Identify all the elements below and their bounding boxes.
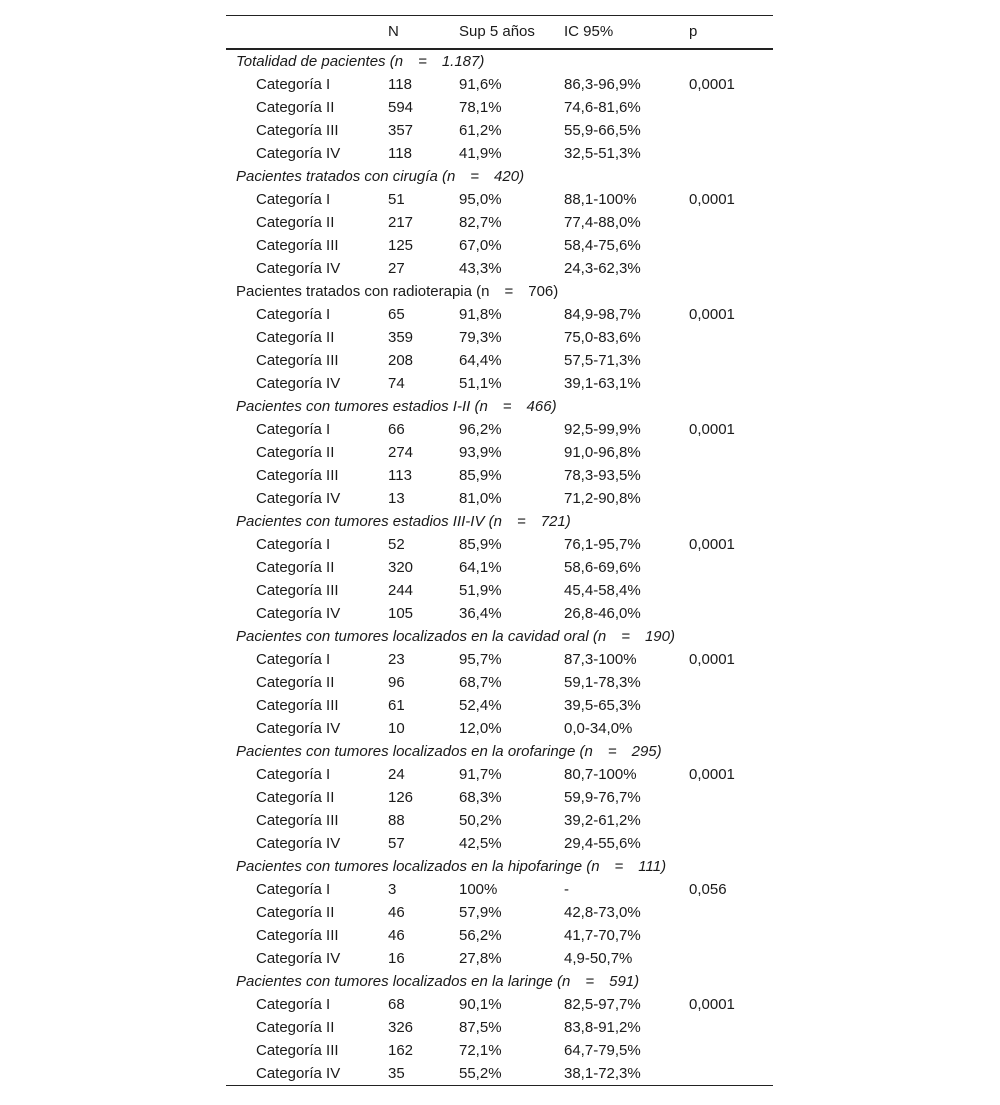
table-row	[226, 303, 773, 326]
table-row	[226, 326, 773, 349]
cell-n: 113	[388, 467, 412, 484]
category-name: Categoría III	[256, 237, 339, 254]
category-name: Categoría IV	[256, 490, 341, 507]
cell-sup: 87,5%	[459, 1019, 502, 1036]
cell-sup: 64,1%	[459, 559, 502, 576]
category-name: Categoría I	[256, 76, 331, 93]
cell-sup: 56,2%	[459, 927, 502, 944]
table-row	[226, 579, 773, 602]
cell-n: 244	[388, 582, 414, 599]
cell-sup: 85,9%	[459, 467, 502, 484]
cell-ic: 86,3-96,9%	[564, 76, 641, 93]
cell-ic: 88,1-100%	[564, 191, 637, 208]
cell-n: 594	[388, 99, 414, 116]
header-ic: IC 95%	[564, 23, 614, 40]
table-row	[226, 119, 773, 142]
table-row	[226, 533, 773, 556]
cell-ic: 59,1-78,3%	[564, 674, 641, 691]
cell-n: 16	[388, 950, 405, 967]
group-title: Pacientes con tumores localizados en la orofaringe (n = 295)	[236, 743, 662, 760]
cell-ic: 64,7-79,5%	[564, 1042, 641, 1059]
category-name: Categoría I	[256, 421, 331, 438]
cell-n: 74	[388, 375, 405, 392]
cell-n: 274	[388, 444, 414, 461]
category-name: Categoría I	[256, 191, 331, 208]
cell-ic: 29,4-55,6%	[564, 835, 641, 852]
category-name: Categoría IV	[256, 1065, 341, 1082]
table-row	[226, 234, 773, 257]
table-header-row	[226, 16, 773, 50]
category-name: Categoría IV	[256, 260, 341, 277]
cell-ic: 57,5-71,3%	[564, 352, 641, 369]
cell-sup: 91,8%	[459, 306, 502, 323]
group-title-row	[226, 510, 773, 533]
table-row	[226, 487, 773, 510]
group-title-row	[226, 165, 773, 188]
cell-sup: 90,1%	[459, 996, 502, 1013]
cell-ic: 55,9-66,5%	[564, 122, 641, 139]
cell-ic: 58,6-69,6%	[564, 559, 641, 576]
cell-n: 217	[388, 214, 414, 231]
cell-sup: 78,1%	[459, 99, 502, 116]
cell-p: 0,0001	[689, 76, 735, 93]
cell-n: 320	[388, 559, 414, 576]
cell-n: 35	[388, 1065, 405, 1082]
table-row	[226, 671, 773, 694]
cell-sup: 95,0%	[459, 191, 502, 208]
group-title: Pacientes con tumores localizados en la hipofaringe (n = 111)	[236, 858, 667, 875]
cell-sup: 64,4%	[459, 352, 502, 369]
cell-sup: 81,0%	[459, 490, 502, 507]
table-row	[226, 73, 773, 96]
cell-sup: 91,6%	[459, 76, 502, 93]
header-sup: Sup 5 años	[459, 23, 535, 40]
table-row	[226, 556, 773, 579]
group-title: Pacientes tratados con radioterapia (n = 706)	[236, 283, 559, 300]
cell-n: 357	[388, 122, 414, 139]
cell-sup: 67,0%	[459, 237, 502, 254]
cell-n: 61	[388, 697, 405, 714]
table-row	[226, 648, 773, 671]
category-name: Categoría III	[256, 582, 339, 599]
group-title-row	[226, 395, 773, 418]
table-row	[226, 993, 773, 1016]
category-name: Categoría II	[256, 214, 335, 231]
cell-n: 88	[388, 812, 405, 829]
group-title-row	[226, 280, 773, 303]
table-row	[226, 763, 773, 786]
cell-ic: 32,5-51,3%	[564, 145, 641, 162]
cell-p: 0,0001	[689, 766, 735, 783]
table-row	[226, 1016, 773, 1039]
table-row	[226, 878, 773, 901]
category-name: Categoría I	[256, 306, 331, 323]
category-name: Categoría I	[256, 881, 331, 898]
cell-sup: 36,4%	[459, 605, 502, 622]
table-row	[226, 786, 773, 809]
cell-ic: 45,4-58,4%	[564, 582, 641, 599]
cell-n: 23	[388, 651, 405, 668]
category-name: Categoría III	[256, 467, 339, 484]
cell-n: 51	[388, 191, 405, 208]
table-row	[226, 1062, 773, 1085]
cell-sup: 12,0%	[459, 720, 502, 737]
cell-sup: 68,3%	[459, 789, 502, 806]
table-row	[226, 602, 773, 625]
cell-p: 0,0001	[689, 191, 735, 208]
category-name: Categoría IV	[256, 145, 341, 162]
group-title: Pacientes con tumores estadios III-IV (n = 721)	[236, 513, 571, 530]
category-name: Categoría II	[256, 99, 335, 116]
cell-ic: -	[564, 881, 569, 898]
cell-sup: 72,1%	[459, 1042, 502, 1059]
category-name: Categoría IV	[256, 375, 341, 392]
table-row	[226, 901, 773, 924]
cell-n: 126	[388, 789, 414, 806]
cell-sup: 51,9%	[459, 582, 502, 599]
cell-ic: 4,9-50,7%	[564, 950, 633, 967]
table-row	[226, 96, 773, 119]
cell-ic: 77,4-88,0%	[564, 214, 641, 231]
category-name: Categoría IV	[256, 835, 341, 852]
survival-table	[226, 15, 773, 1086]
table-row	[226, 441, 773, 464]
category-name: Categoría II	[256, 329, 335, 346]
category-name: Categoría I	[256, 536, 331, 553]
cell-n: 66	[388, 421, 405, 438]
group-title-row	[226, 740, 773, 763]
table-row	[226, 832, 773, 855]
category-name: Categoría IV	[256, 605, 341, 622]
group-title: Pacientes con tumores localizados en la laringe (n = 591)	[236, 973, 640, 990]
table-row	[226, 809, 773, 832]
category-name: Categoría III	[256, 927, 339, 944]
group-title-row	[226, 855, 773, 878]
table-row	[226, 372, 773, 395]
table-row	[226, 257, 773, 280]
cell-sup: 85,9%	[459, 536, 502, 553]
table-row	[226, 464, 773, 487]
cell-ic: 76,1-95,7%	[564, 536, 641, 553]
cell-n: 24	[388, 766, 405, 783]
category-name: Categoría II	[256, 674, 335, 691]
cell-n: 96	[388, 674, 405, 691]
cell-ic: 83,8-91,2%	[564, 1019, 641, 1036]
cell-ic: 39,2-61,2%	[564, 812, 641, 829]
cell-ic: 24,3-62,3%	[564, 260, 641, 277]
category-name: Categoría I	[256, 651, 331, 668]
group-title-row	[226, 625, 773, 648]
cell-n: 105	[388, 605, 414, 622]
cell-n: 57	[388, 835, 405, 852]
cell-ic: 75,0-83,6%	[564, 329, 641, 346]
group-title: Pacientes con tumores estadios I-II (n = 466)	[236, 398, 557, 415]
table-row	[226, 188, 773, 211]
cell-sup: 50,2%	[459, 812, 502, 829]
cell-ic: 58,4-75,6%	[564, 237, 641, 254]
cell-p: 0,0001	[689, 421, 735, 438]
category-name: Categoría II	[256, 789, 335, 806]
cell-sup: 68,7%	[459, 674, 502, 691]
cell-ic: 26,8-46,0%	[564, 605, 641, 622]
cell-sup: 57,9%	[459, 904, 502, 921]
table-row	[226, 211, 773, 234]
group-title: Pacientes con tumores localizados en la cavidad oral (n = 190)	[236, 628, 675, 645]
table-row	[226, 349, 773, 372]
cell-ic: 82,5-97,7%	[564, 996, 641, 1013]
cell-ic: 74,6-81,6%	[564, 99, 641, 116]
cell-n: 27	[388, 260, 405, 277]
cell-n: 46	[388, 904, 405, 921]
group-title-row	[226, 970, 773, 993]
category-name: Categoría II	[256, 1019, 335, 1036]
category-name: Categoría III	[256, 122, 339, 139]
cell-sup: 82,7%	[459, 214, 502, 231]
table-row	[226, 142, 773, 165]
group-title: Pacientes tratados con cirugía (n = 420)	[236, 168, 525, 185]
cell-ic: 59,9-76,7%	[564, 789, 641, 806]
cell-ic: 41,7-70,7%	[564, 927, 641, 944]
cell-n: 208	[388, 352, 414, 369]
category-name: Categoría II	[256, 904, 335, 921]
cell-n: 125	[388, 237, 414, 254]
table-row	[226, 1039, 773, 1062]
cell-sup: 95,7%	[459, 651, 502, 668]
cell-n: 13	[388, 490, 405, 507]
cell-ic: 39,5-65,3%	[564, 697, 641, 714]
cell-n: 118	[388, 145, 412, 162]
group-title: Totalidad de pacientes (n = 1.187)	[236, 53, 485, 70]
cell-p: 0,056	[689, 881, 727, 898]
cell-n: 162	[388, 1042, 414, 1059]
cell-sup: 55,2%	[459, 1065, 502, 1082]
table-row	[226, 694, 773, 717]
table-row	[226, 947, 773, 970]
cell-p: 0,0001	[689, 306, 735, 323]
header-p: p	[689, 23, 698, 40]
cell-sup: 43,3%	[459, 260, 502, 277]
cell-sup: 61,2%	[459, 122, 502, 139]
cell-n: 52	[388, 536, 405, 553]
category-name: Categoría I	[256, 766, 331, 783]
table-row	[226, 924, 773, 947]
cell-n: 65	[388, 306, 405, 323]
category-name: Categoría I	[256, 996, 331, 1013]
cell-ic: 71,2-90,8%	[564, 490, 641, 507]
cell-n: 326	[388, 1019, 414, 1036]
cell-ic: 92,5-99,9%	[564, 421, 641, 438]
cell-p: 0,0001	[689, 651, 735, 668]
cell-n: 68	[388, 996, 405, 1013]
cell-ic: 91,0-96,8%	[564, 444, 641, 461]
cell-ic: 78,3-93,5%	[564, 467, 641, 484]
cell-n: 3	[388, 881, 397, 898]
header-n: N	[388, 23, 399, 40]
cell-n: 118	[388, 76, 412, 93]
cell-sup: 27,8%	[459, 950, 502, 967]
cell-sup: 41,9%	[459, 145, 502, 162]
cell-sup: 91,7%	[459, 766, 502, 783]
table-row	[226, 717, 773, 740]
cell-ic: 84,9-98,7%	[564, 306, 641, 323]
cell-ic: 39,1-63,1%	[564, 375, 641, 392]
table-row	[226, 418, 773, 441]
cell-sup: 96,2%	[459, 421, 502, 438]
cell-n: 10	[388, 720, 405, 737]
category-name: Categoría III	[256, 1042, 339, 1059]
cell-ic: 42,8-73,0%	[564, 904, 641, 921]
cell-sup: 51,1%	[459, 375, 502, 392]
cell-sup: 42,5%	[459, 835, 502, 852]
category-name: Categoría III	[256, 697, 339, 714]
group-title-row	[226, 50, 773, 73]
cell-ic: 80,7-100%	[564, 766, 637, 783]
category-name: Categoría III	[256, 352, 339, 369]
cell-ic: 87,3-100%	[564, 651, 637, 668]
cell-p: 0,0001	[689, 996, 735, 1013]
category-name: Categoría II	[256, 559, 335, 576]
table-body	[226, 50, 773, 1085]
category-name: Categoría II	[256, 444, 335, 461]
category-name: Categoría III	[256, 812, 339, 829]
cell-sup: 93,9%	[459, 444, 502, 461]
category-name: Categoría IV	[256, 720, 341, 737]
cell-p: 0,0001	[689, 536, 735, 553]
category-name: Categoría IV	[256, 950, 341, 967]
cell-sup: 79,3%	[459, 329, 502, 346]
cell-sup: 100%	[459, 881, 498, 898]
cell-n: 359	[388, 329, 414, 346]
cell-n: 46	[388, 927, 405, 944]
cell-ic: 0,0-34,0%	[564, 720, 633, 737]
cell-sup: 52,4%	[459, 697, 502, 714]
cell-ic: 38,1-72,3%	[564, 1065, 641, 1082]
